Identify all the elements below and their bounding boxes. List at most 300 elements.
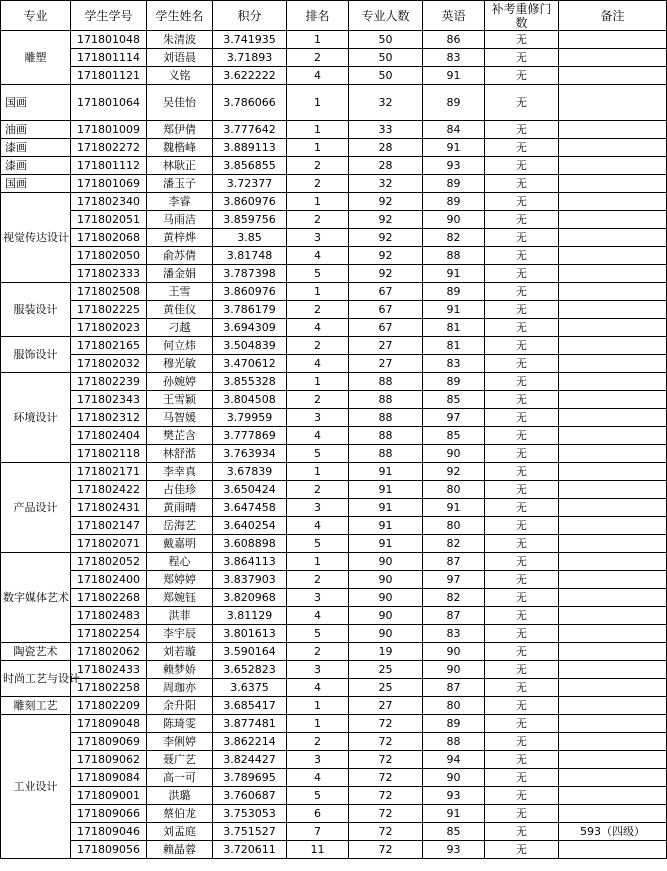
student-id-cell: 171802400 (71, 571, 147, 589)
major-cell: 服饰设计 (1, 337, 71, 373)
rank-cell: 2 (287, 391, 349, 409)
table-row (1, 553, 667, 571)
english-cell: 91 (423, 265, 485, 283)
student-name-cell: 聂广艺 (147, 751, 213, 769)
score-cell: 3.855328 (213, 373, 287, 391)
major-cell: 雕塑 (1, 31, 71, 85)
major-cell: 国画 (1, 175, 71, 193)
table-row (1, 85, 667, 121)
retake-count-cell: 无 (485, 373, 559, 391)
student-id-cell: 171809062 (71, 751, 147, 769)
major-count-cell: 91 (349, 535, 423, 553)
major-cell: 环境设计 (1, 373, 71, 463)
retake-count-cell: 无 (485, 157, 559, 175)
score-cell: 3.777642 (213, 121, 287, 139)
student-id-cell: 171801048 (71, 31, 147, 49)
major-cell: 漆画 (1, 157, 71, 175)
remarks-cell (559, 805, 667, 823)
student-name-cell: 刘语晨 (147, 49, 213, 67)
major-count-cell: 90 (349, 589, 423, 607)
english-cell: 88 (423, 247, 485, 265)
retake-count-cell: 无 (485, 841, 559, 859)
score-cell: 3.820968 (213, 589, 287, 607)
student-name-cell: 刘若璇 (147, 643, 213, 661)
retake-count-cell: 无 (485, 121, 559, 139)
student-name-cell: 穆光敏 (147, 355, 213, 373)
major-count-cell: 88 (349, 391, 423, 409)
table-row (1, 283, 667, 301)
retake-count-cell: 无 (485, 67, 559, 85)
major-count-cell: 67 (349, 301, 423, 319)
score-cell: 3.590164 (213, 643, 287, 661)
score-cell: 3.760687 (213, 787, 287, 805)
student-id-cell: 171802071 (71, 535, 147, 553)
score-cell: 3.81748 (213, 247, 287, 265)
student-id-cell: 171809084 (71, 769, 147, 787)
header-student-id: 学生学号 (71, 1, 147, 31)
major-count-cell: 92 (349, 193, 423, 211)
table-row (1, 265, 667, 283)
remarks-cell (559, 751, 667, 769)
student-id-cell: 171802312 (71, 409, 147, 427)
english-cell: 80 (423, 517, 485, 535)
table-row (1, 643, 667, 661)
english-cell: 90 (423, 211, 485, 229)
table-row (1, 373, 667, 391)
score-cell: 3.860976 (213, 283, 287, 301)
major-count-cell: 27 (349, 337, 423, 355)
english-cell: 82 (423, 535, 485, 553)
rank-cell: 2 (287, 49, 349, 67)
retake-count-cell: 无 (485, 211, 559, 229)
student-id-cell: 171809066 (71, 805, 147, 823)
student-name-cell: 吴佳怡 (147, 85, 213, 121)
student-id-cell: 171802340 (71, 193, 147, 211)
major-count-cell: 72 (349, 841, 423, 859)
table-row (1, 499, 667, 517)
english-cell: 83 (423, 49, 485, 67)
student-name-cell: 俞苏倩 (147, 247, 213, 265)
rank-cell: 4 (287, 517, 349, 535)
major-cell: 数字媒体艺术 (1, 553, 71, 643)
retake-count-cell: 无 (485, 85, 559, 121)
table-row (1, 697, 667, 715)
student-id-cell: 171801112 (71, 157, 147, 175)
rank-cell: 1 (287, 85, 349, 121)
english-cell: 94 (423, 751, 485, 769)
student-id-cell: 171802508 (71, 283, 147, 301)
header-retake-count: 补考重修门数 (485, 1, 559, 31)
major-cell: 工业设计 (1, 715, 71, 859)
remarks-cell (559, 733, 667, 751)
remarks-cell (559, 643, 667, 661)
retake-count-cell: 无 (485, 247, 559, 265)
english-cell: 83 (423, 355, 485, 373)
student-id-cell: 171802483 (71, 607, 147, 625)
major-count-cell: 92 (349, 247, 423, 265)
rank-cell: 3 (287, 589, 349, 607)
student-name-cell: 黄梓烨 (147, 229, 213, 247)
major-count-cell: 90 (349, 625, 423, 643)
retake-count-cell: 无 (485, 625, 559, 643)
retake-count-cell: 无 (485, 229, 559, 247)
remarks-cell (559, 697, 667, 715)
student-id-cell: 171809046 (71, 823, 147, 841)
english-cell: 91 (423, 67, 485, 85)
table-row (1, 607, 667, 625)
student-name-cell: 程心 (147, 553, 213, 571)
student-id-cell: 171809048 (71, 715, 147, 733)
rank-cell: 2 (287, 643, 349, 661)
table-row (1, 823, 667, 841)
score-cell: 3.801613 (213, 625, 287, 643)
table-row (1, 319, 667, 337)
rank-cell: 1 (287, 553, 349, 571)
remarks-cell (559, 427, 667, 445)
remarks-cell (559, 265, 667, 283)
header-rank: 排名 (287, 1, 349, 31)
score-cell: 3.864113 (213, 553, 287, 571)
score-cell: 3.67839 (213, 463, 287, 481)
student-id-cell: 171802431 (71, 499, 147, 517)
table-row (1, 121, 667, 139)
rank-cell: 7 (287, 823, 349, 841)
table-row (1, 175, 667, 193)
major-count-cell: 72 (349, 787, 423, 805)
score-cell: 3.622222 (213, 67, 287, 85)
student-name-cell: 潘金娟 (147, 265, 213, 283)
student-name-cell: 樊芷含 (147, 427, 213, 445)
remarks-cell (559, 661, 667, 679)
remarks-cell (559, 409, 667, 427)
remarks-cell (559, 121, 667, 139)
student-name-cell: 戴嘉明 (147, 535, 213, 553)
remarks-cell: 593（四级） (559, 823, 667, 841)
retake-count-cell: 无 (485, 445, 559, 463)
student-id-cell: 171802068 (71, 229, 147, 247)
rank-cell: 2 (287, 733, 349, 751)
retake-count-cell: 无 (485, 319, 559, 337)
remarks-cell (559, 445, 667, 463)
retake-count-cell: 无 (485, 193, 559, 211)
student-name-cell: 黄雨晴 (147, 499, 213, 517)
rank-cell: 6 (287, 805, 349, 823)
student-name-cell: 朱清波 (147, 31, 213, 49)
score-cell: 3.71893 (213, 49, 287, 67)
student-name-cell: 洪璐 (147, 787, 213, 805)
student-id-cell: 171802239 (71, 373, 147, 391)
rank-cell: 4 (287, 319, 349, 337)
english-cell: 91 (423, 139, 485, 157)
student-id-cell: 171809001 (71, 787, 147, 805)
student-id-cell: 171802225 (71, 301, 147, 319)
table-row (1, 805, 667, 823)
table-row (1, 715, 667, 733)
retake-count-cell: 无 (485, 769, 559, 787)
remarks-cell (559, 841, 667, 859)
english-cell: 89 (423, 373, 485, 391)
student-name-cell: 周珈亦 (147, 679, 213, 697)
english-cell: 85 (423, 427, 485, 445)
score-cell: 3.751527 (213, 823, 287, 841)
major-count-cell: 92 (349, 211, 423, 229)
student-id-cell: 171802062 (71, 643, 147, 661)
header-major: 专业 (1, 1, 71, 31)
remarks-cell (559, 355, 667, 373)
score-cell: 3.6375 (213, 679, 287, 697)
major-cell: 国画 (1, 85, 71, 121)
score-cell: 3.777869 (213, 427, 287, 445)
rank-cell: 1 (287, 121, 349, 139)
header-remarks: 备注 (559, 1, 667, 31)
table-row (1, 571, 667, 589)
english-cell: 90 (423, 769, 485, 787)
rank-cell: 1 (287, 715, 349, 733)
rank-cell: 5 (287, 787, 349, 805)
english-cell: 89 (423, 85, 485, 121)
rank-cell: 2 (287, 175, 349, 193)
english-cell: 92 (423, 463, 485, 481)
english-cell: 89 (423, 175, 485, 193)
remarks-cell (559, 589, 667, 607)
english-cell: 82 (423, 589, 485, 607)
retake-count-cell: 无 (485, 733, 559, 751)
remarks-cell (559, 679, 667, 697)
retake-count-cell: 无 (485, 409, 559, 427)
score-cell: 3.652823 (213, 661, 287, 679)
student-id-cell: 171802165 (71, 337, 147, 355)
student-name-cell: 义铭 (147, 67, 213, 85)
table-row (1, 841, 667, 859)
student-id-cell: 171802258 (71, 679, 147, 697)
major-count-cell: 90 (349, 607, 423, 625)
table-row (1, 355, 667, 373)
header-row (1, 1, 667, 31)
major-cell: 服装设计 (1, 283, 71, 337)
major-count-cell: 88 (349, 373, 423, 391)
table-row (1, 391, 667, 409)
student-name-cell: 林耿正 (147, 157, 213, 175)
rank-cell: 5 (287, 535, 349, 553)
english-cell: 90 (423, 643, 485, 661)
retake-count-cell: 无 (485, 553, 559, 571)
english-cell: 87 (423, 553, 485, 571)
table-row (1, 769, 667, 787)
remarks-cell (559, 553, 667, 571)
student-name-cell: 郑婉钰 (147, 589, 213, 607)
score-cell: 3.694309 (213, 319, 287, 337)
student-name-cell: 何立炜 (147, 337, 213, 355)
major-count-cell: 92 (349, 229, 423, 247)
student-name-cell: 洪菲 (147, 607, 213, 625)
rank-cell: 1 (287, 373, 349, 391)
retake-count-cell: 无 (485, 607, 559, 625)
major-count-cell: 28 (349, 139, 423, 157)
major-count-cell: 27 (349, 355, 423, 373)
major-count-cell: 72 (349, 751, 423, 769)
remarks-cell (559, 535, 667, 553)
score-cell: 3.650424 (213, 481, 287, 499)
rank-cell: 4 (287, 427, 349, 445)
student-name-cell: 潘玉子 (147, 175, 213, 193)
rank-cell: 1 (287, 31, 349, 49)
remarks-cell (559, 193, 667, 211)
remarks-cell (559, 391, 667, 409)
student-name-cell: 孙婉婷 (147, 373, 213, 391)
english-cell: 82 (423, 229, 485, 247)
student-id-cell: 171801114 (71, 49, 147, 67)
student-name-cell: 魏楷峰 (147, 139, 213, 157)
major-cell: 陶瓷艺术 (1, 643, 71, 661)
student-id-cell: 171802272 (71, 139, 147, 157)
major-count-cell: 72 (349, 715, 423, 733)
rank-cell: 4 (287, 769, 349, 787)
score-cell: 3.470612 (213, 355, 287, 373)
rank-cell: 1 (287, 283, 349, 301)
retake-count-cell: 无 (485, 391, 559, 409)
table-row (1, 787, 667, 805)
remarks-cell (559, 49, 667, 67)
student-name-cell: 李幸真 (147, 463, 213, 481)
retake-count-cell: 无 (485, 427, 559, 445)
retake-count-cell: 无 (485, 31, 559, 49)
english-cell: 97 (423, 409, 485, 427)
student-name-cell: 高一可 (147, 769, 213, 787)
major-count-cell: 72 (349, 769, 423, 787)
english-cell: 93 (423, 841, 485, 859)
retake-count-cell: 无 (485, 517, 559, 535)
english-cell: 93 (423, 157, 485, 175)
retake-count-cell: 无 (485, 139, 559, 157)
rank-cell: 1 (287, 193, 349, 211)
table-row (1, 463, 667, 481)
rank-cell: 3 (287, 661, 349, 679)
student-id-cell: 171802343 (71, 391, 147, 409)
student-name-cell: 岳海艺 (147, 517, 213, 535)
student-id-cell: 171802052 (71, 553, 147, 571)
student-name-cell: 余升阳 (147, 697, 213, 715)
student-name-cell: 李俐婷 (147, 733, 213, 751)
score-cell: 3.81129 (213, 607, 287, 625)
retake-count-cell: 无 (485, 535, 559, 553)
student-id-cell: 171801009 (71, 121, 147, 139)
table-row (1, 31, 667, 49)
remarks-cell (559, 571, 667, 589)
retake-count-cell: 无 (485, 823, 559, 841)
student-id-cell: 171801064 (71, 85, 147, 121)
student-name-cell: 赖梦娇 (147, 661, 213, 679)
score-cell: 3.504839 (213, 337, 287, 355)
retake-count-cell: 无 (485, 643, 559, 661)
remarks-cell (559, 283, 667, 301)
student-name-cell: 赖晶蓉 (147, 841, 213, 859)
rank-cell: 2 (287, 157, 349, 175)
rank-cell: 2 (287, 571, 349, 589)
english-cell: 81 (423, 337, 485, 355)
student-name-cell: 黄佳仪 (147, 301, 213, 319)
rank-cell: 4 (287, 355, 349, 373)
student-id-cell: 171802171 (71, 463, 147, 481)
retake-count-cell: 无 (485, 283, 559, 301)
major-count-cell: 25 (349, 661, 423, 679)
score-cell: 3.877481 (213, 715, 287, 733)
english-cell: 86 (423, 31, 485, 49)
student-id-cell: 171802209 (71, 697, 147, 715)
student-name-cell: 刁越 (147, 319, 213, 337)
retake-count-cell: 无 (485, 805, 559, 823)
remarks-cell (559, 67, 667, 85)
major-count-cell: 50 (349, 31, 423, 49)
rank-cell: 4 (287, 67, 349, 85)
major-cell: 漆画 (1, 139, 71, 157)
table-row (1, 247, 667, 265)
table-row (1, 517, 667, 535)
table-row (1, 157, 667, 175)
student-id-cell: 171802433 (71, 661, 147, 679)
remarks-cell (559, 373, 667, 391)
retake-count-cell: 无 (485, 265, 559, 283)
retake-count-cell: 无 (485, 751, 559, 769)
major-count-cell: 50 (349, 67, 423, 85)
table-row (1, 67, 667, 85)
major-cell: 时尚工艺与设计 (1, 661, 71, 697)
score-cell: 3.763934 (213, 445, 287, 463)
english-cell: 87 (423, 607, 485, 625)
major-count-cell: 72 (349, 733, 423, 751)
major-cell: 雕刻工艺 (1, 697, 71, 715)
major-count-cell: 25 (349, 679, 423, 697)
student-id-cell: 171802404 (71, 427, 147, 445)
retake-count-cell: 无 (485, 589, 559, 607)
english-cell: 97 (423, 571, 485, 589)
remarks-cell (559, 769, 667, 787)
retake-count-cell: 无 (485, 337, 559, 355)
rank-cell: 3 (287, 499, 349, 517)
student-id-cell: 171802023 (71, 319, 147, 337)
score-cell: 3.859756 (213, 211, 287, 229)
major-count-cell: 27 (349, 697, 423, 715)
score-cell: 3.608898 (213, 535, 287, 553)
score-cell: 3.856855 (213, 157, 287, 175)
english-cell: 84 (423, 121, 485, 139)
major-count-cell: 67 (349, 283, 423, 301)
remarks-cell (559, 607, 667, 625)
score-cell: 3.753053 (213, 805, 287, 823)
student-name-cell: 郑伊倩 (147, 121, 213, 139)
score-cell: 3.85 (213, 229, 287, 247)
english-cell: 89 (423, 715, 485, 733)
table-row (1, 427, 667, 445)
table-row (1, 211, 667, 229)
major-count-cell: 67 (349, 319, 423, 337)
score-cell: 3.685417 (213, 697, 287, 715)
score-cell: 3.860976 (213, 193, 287, 211)
rank-cell: 11 (287, 841, 349, 859)
rank-cell: 5 (287, 625, 349, 643)
english-cell: 83 (423, 625, 485, 643)
remarks-cell (559, 625, 667, 643)
retake-count-cell: 无 (485, 679, 559, 697)
score-cell: 3.72377 (213, 175, 287, 193)
english-cell: 89 (423, 283, 485, 301)
remarks-cell (559, 211, 667, 229)
major-count-cell: 28 (349, 157, 423, 175)
score-cell: 3.804508 (213, 391, 287, 409)
major-count-cell: 33 (349, 121, 423, 139)
remarks-cell (559, 247, 667, 265)
student-id-cell: 171802268 (71, 589, 147, 607)
major-count-cell: 32 (349, 85, 423, 121)
